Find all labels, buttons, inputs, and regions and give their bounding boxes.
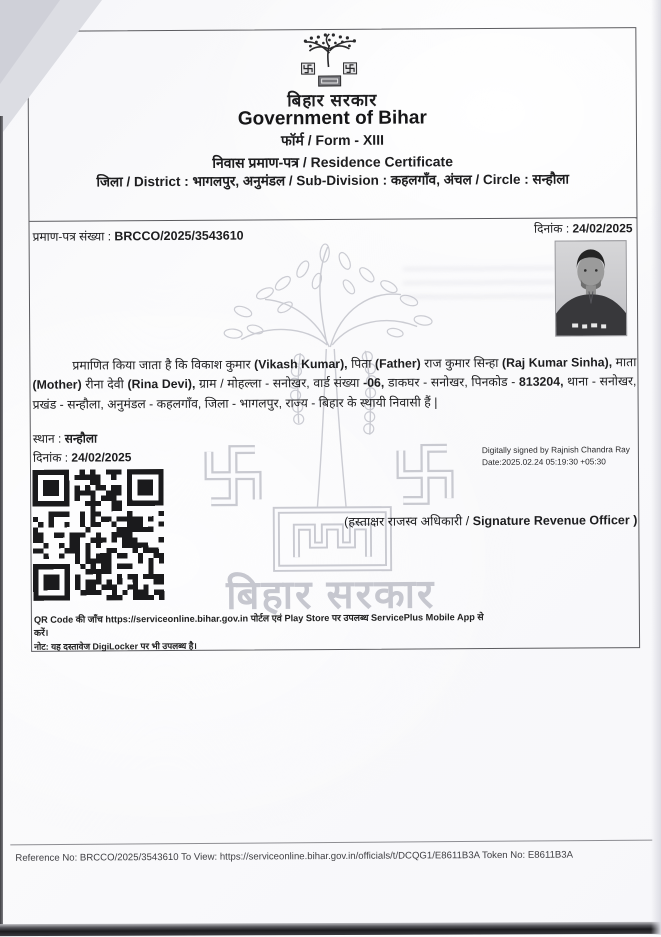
qr-verification-note [34,610,484,653]
footer-divider [10,840,652,846]
mother-name-en: (Rina Devi), [127,377,196,392]
qr-code [29,469,168,601]
certificate-number-value: BRCCO/2025/3543610 [114,228,244,244]
document-title: निवास प्रमाण-पत्र / Residence Certificate [212,153,454,171]
scan-edge-right [651,0,661,935]
bihar-emblem-icon [281,33,377,90]
certificate-number-label: प्रमाण-पत्र संख्या : [32,229,115,244]
digital-signature-signer: Digitally signed by Rajnish Chandra Ray [481,444,630,456]
signature-caption [290,511,637,530]
statement-text: थाना - सनोखर, प्रखंड - सन्हौला, अनुमंडल - कहलगाँव, जिला - भागलपुर, राज्य - बिहार के स्थायी निवासी हैं | [32,374,637,412]
certificate-number-line [33,227,244,245]
statement-text: माता [612,355,637,370]
place-value: सन्हौला [64,431,98,446]
statement-text: प्रमाणित किया जाता है कि विकाश कुमार [72,357,255,373]
date-value: 24/02/2025 [572,221,633,236]
issue-date-line [33,448,132,466]
date-label: दिनांक : [533,221,573,236]
digital-signature-date: Date:2025.02.24 05:19:30 +05:30 [481,456,606,468]
form-number: फॉर्म / Form - XIII [280,131,385,149]
statement-text: रीना देवी [81,377,128,392]
father-label-en: (Father) [374,356,421,371]
statement-text: पिता [347,356,375,371]
scan-edge-left [0,116,3,935]
footer-reference: Reference No: BRCCO/2025/3543610 To View: https://serviceonline.bihar.gov.in/officials/t/DCQG1/E8611B3A Token No: E8611B3A [15,849,574,864]
statement-text: राज कुमार सिन्हा [420,355,503,371]
statement-text: ग्राम / मोहल्ला - सनोखर, वार्ड संख्या [195,376,364,392]
qr-note-line2: नोट: यह दस्तावेज DigiLocker पर भी उपलब्ध है। [34,640,197,652]
signature-caption-hindi: (हस्ताक्षर राजस्व अधिकारी / [344,514,473,529]
father-name-en: (Raj Kumar Sinha), [501,355,613,370]
pincode: 813204, [518,374,564,390]
org-name-hindi: बिहार सरकार [287,90,378,111]
issue-date-value: 24/02/2025 [71,450,132,465]
place-line [33,429,97,446]
org-name-english: Government of Bihar [237,107,427,130]
statement-text: डाकघर - सनोखर, पिनकोड - [384,375,520,391]
qr-note-line1: QR Code की जाँच https://serviceonline.bihar.gov.in पोर्टल एवं Play Store पर उपलब्ध ServicePlus Mobile App से करें। [33,612,484,638]
signature-caption-english: Signature Revenue Officer ) [472,513,638,529]
scan-edge-bottom [0,922,661,936]
issue-date-label: दिनांक : [32,450,72,465]
district-subdivision-circle: जिला / District : भागलपुर, अनुमंडल / Sub-Division : कहलगाँव, अंचल / Circle : सन्हौला [96,171,570,190]
digital-signature-block [482,443,652,468]
place-label: स्थान : [32,431,65,446]
certificate-statement [32,353,636,415]
applicant-photo [555,240,628,336]
applicant-name-en: (Vikash Kumar), [254,356,348,372]
certificate-date-line [428,219,632,237]
mother-label-en: (Mother) [32,377,82,393]
watermark-text: बिहार सरकार [226,572,436,618]
ward-number: -06, [363,376,385,391]
